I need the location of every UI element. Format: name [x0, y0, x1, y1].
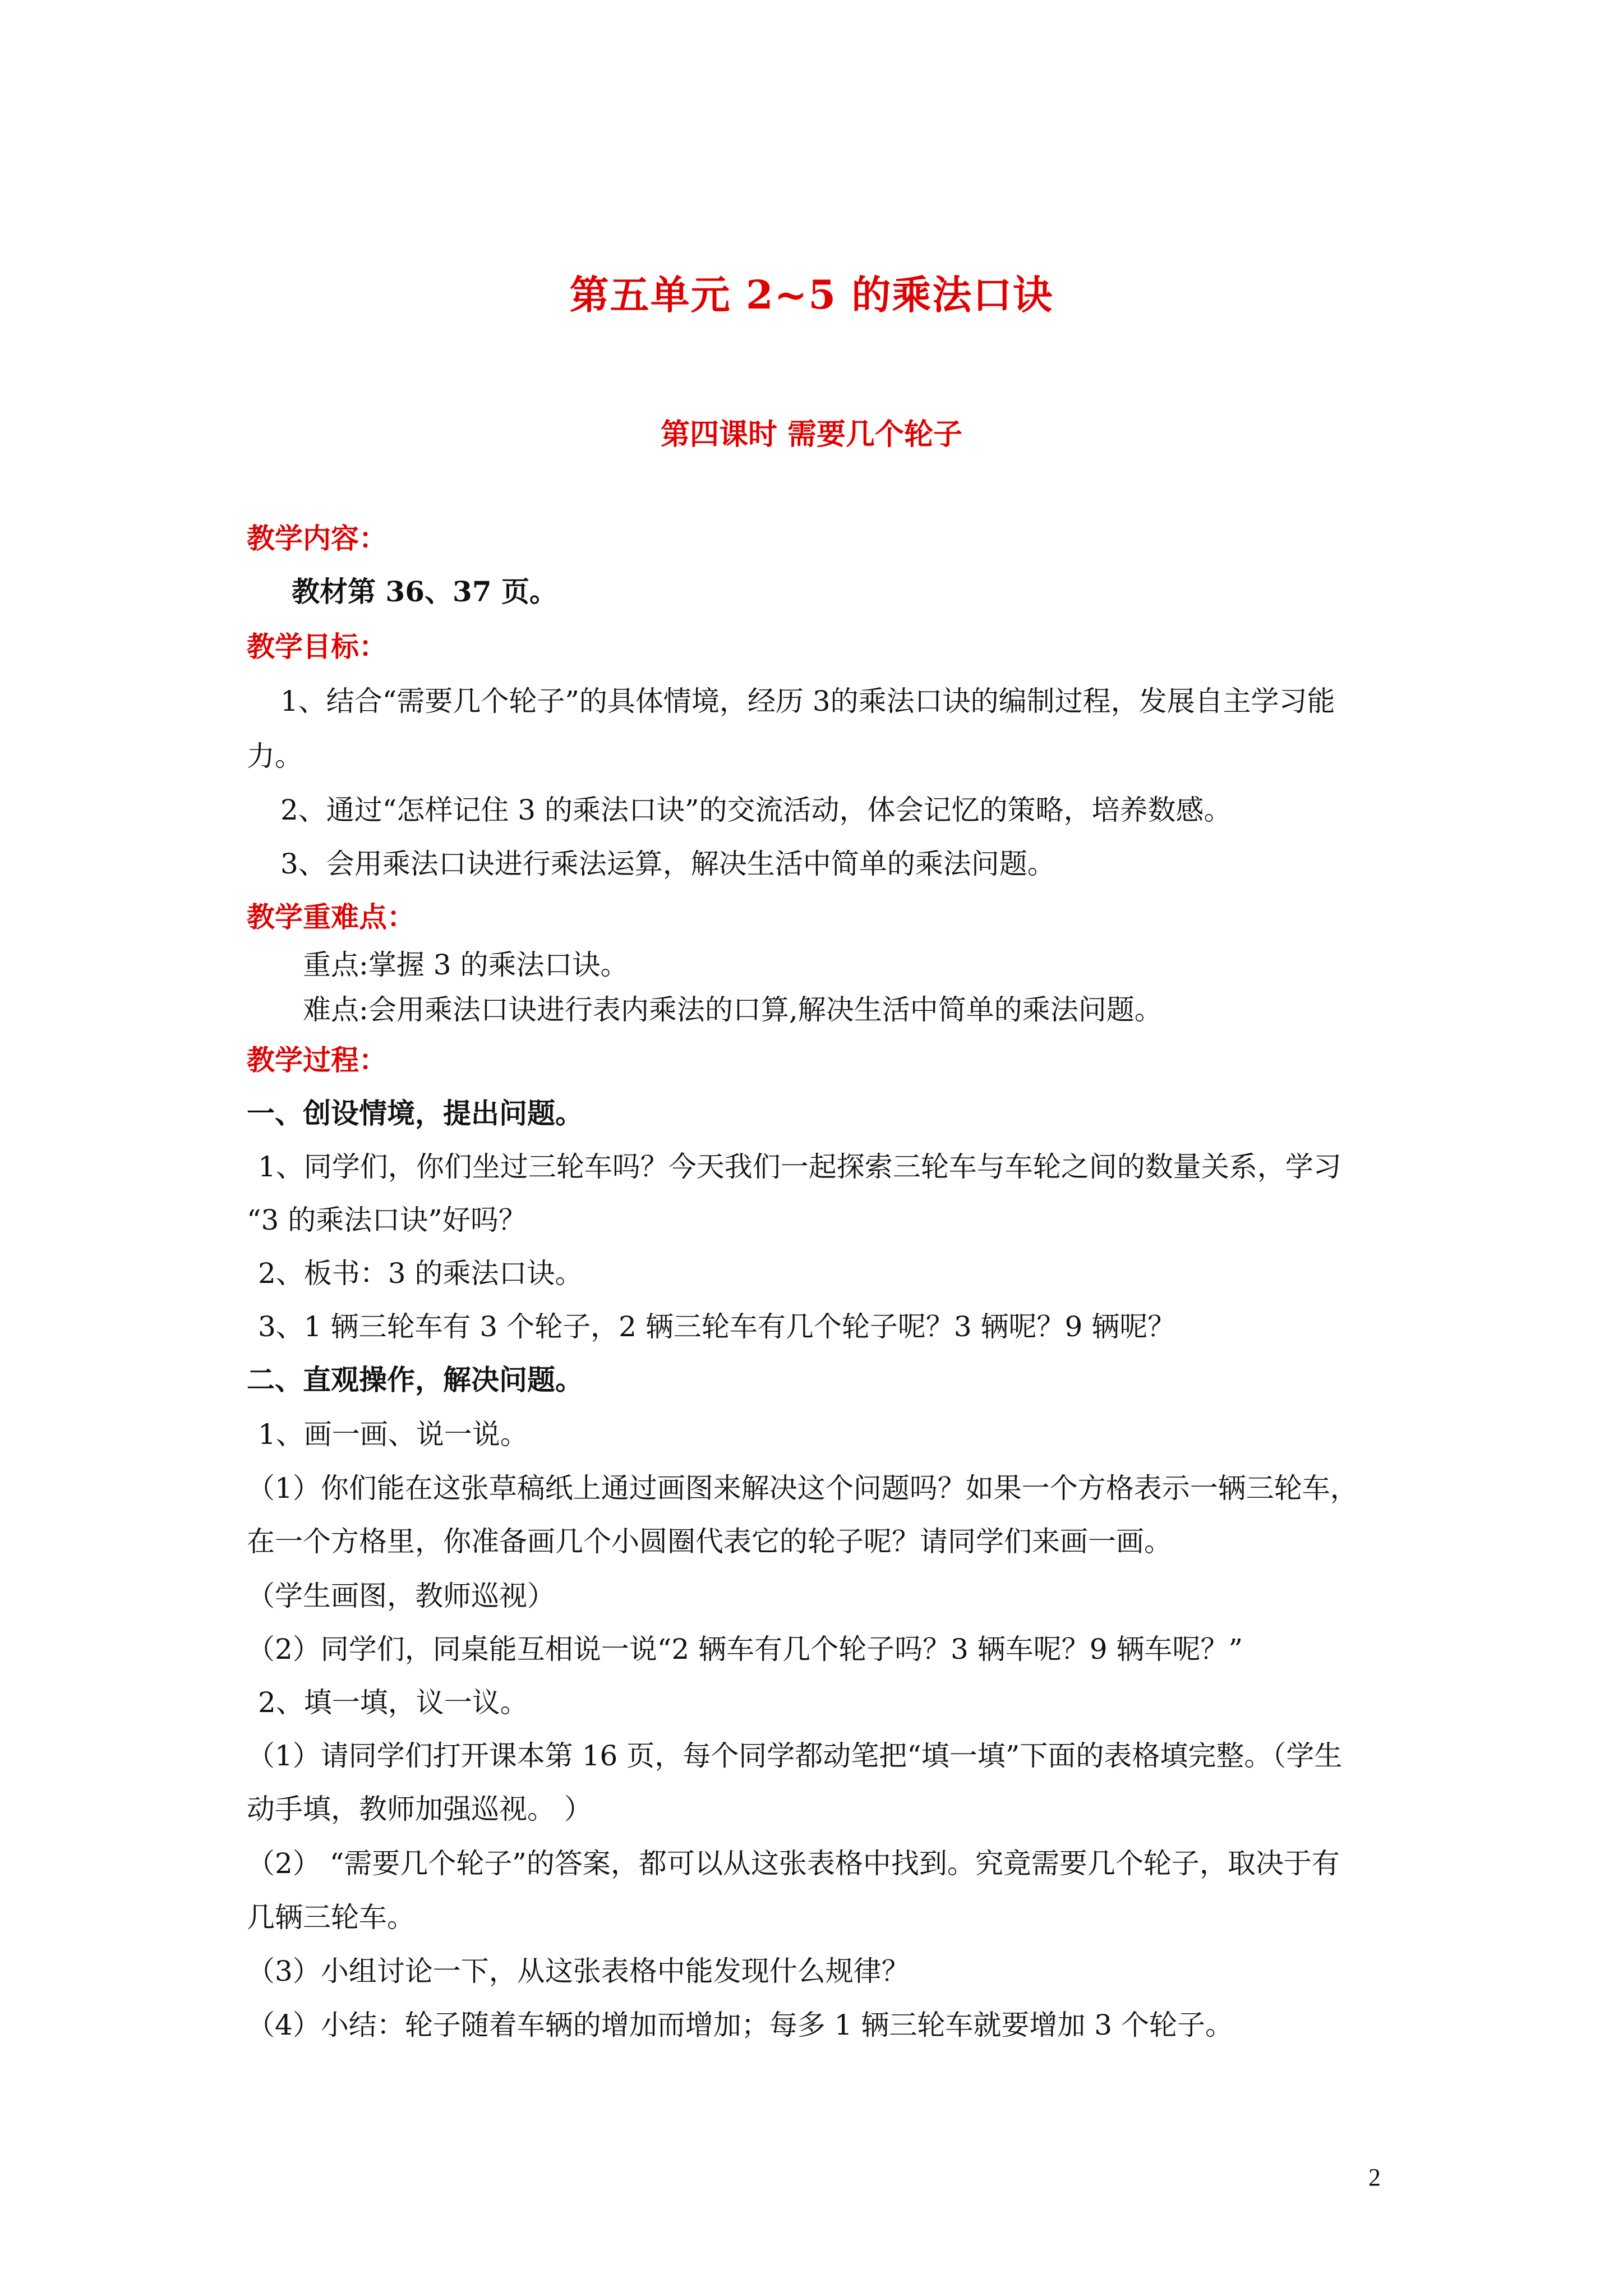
- content-text: 教材第 36、37 页。: [292, 575, 557, 608]
- unit-title: 第五单元 2~5 的乘法口诀: [569, 272, 1054, 318]
- part-2-item-2-1-line-1: （1）请同学们打开课本第 16 页，每个同学都动笔把“填一填”下面的表格填完整。（学生: [247, 1740, 1343, 1772]
- goal-1-line-1: 1、结合“需要几个轮子”的具体情境，经历 3的乘法口诀的编制过程，发展自主学习能: [280, 685, 1335, 717]
- part-1-item-1-line-1: 1、同学们，你们坐过三轮车吗？今天我们一起探索三轮车与车轮之间的数量关系，学习: [258, 1151, 1341, 1183]
- page-number: 2: [1368, 2164, 1381, 2191]
- part-2-item-2-2-line-2: 几辆三轮车。: [247, 1901, 415, 1934]
- process-label: 教学过程：: [247, 1043, 387, 1076]
- part-2-item-2-2-line-1: （2） “需要几个轮子”的答案，都可以从这张表格中找到。究竟需要几个轮子，取决于有: [247, 1847, 1340, 1880]
- goal-2: 2、通过“怎样记住 3 的乘法口诀”的交流活动，体会记忆的策略，培养数感。: [280, 794, 1232, 826]
- key-label: 教学重难点：: [247, 900, 415, 933]
- goal-3: 3、会用乘法口诀进行乘法运算，解决生活中简单的乘法问题。: [280, 848, 1055, 880]
- goals-label: 教学目标：: [247, 630, 387, 663]
- part-2-item-1-1-line-1: （1）你们能在这张草稿纸上通过画图来解决这个问题吗？如果一个方格表示一辆三轮车，: [247, 1472, 1358, 1504]
- part-1-item-2: 2、板书：3 的乘法口诀。: [258, 1257, 583, 1290]
- part-1-item-3: 3、1 辆三轮车有 3 个轮子，2 辆三轮车有几个轮子呢？3 辆呢？9 辆呢？: [258, 1310, 1176, 1343]
- part-2-item-2: 2、填一填，议一议。: [258, 1686, 528, 1719]
- part-2-item-2-4: （4）小结：轮子随着车辆的增加而增加；每多 1 辆三轮车就要增加 3 个轮子。: [247, 2009, 1234, 2041]
- goal-1-line-2: 力。: [247, 740, 303, 772]
- part-2-item-1: 1、画一画、说一说。: [258, 1418, 528, 1451]
- part-1-title: 一、创设情境，提出问题。: [247, 1097, 583, 1130]
- part-2-item-2-1-line-2: 动手填，教师加强巡视。 ）: [247, 1793, 592, 1825]
- part-2-title: 二、直观操作，解决问题。: [247, 1363, 583, 1396]
- part-2-item-1-note: （学生画图，教师巡视）: [247, 1580, 555, 1612]
- part-2-item-2-3: （3）小组讨论一下，从这张表格中能发现什么规律？: [247, 1955, 910, 1987]
- part-1-item-1-line-2: “3 的乘法口诀”好吗？: [247, 1204, 527, 1236]
- difficult-point: 难点:会用乘法口诀进行表内乘法的口算,解决生活中简单的乘法问题。: [303, 993, 1163, 1026]
- part-2-item-1-2: （2）同学们，同桌能互相说一说“2 辆车有几个轮子吗？3 辆车呢？9 辆车呢？”: [247, 1633, 1243, 1665]
- content-label: 教学内容：: [247, 522, 387, 555]
- lesson-subtitle: 第四课时 需要几个轮子: [660, 417, 963, 452]
- part-2-item-1-1-line-2: 在一个方格里，你准备画几个小圆圈代表它的轮子呢？请同学们来画一画。: [247, 1525, 1172, 1558]
- key-point: 重点:掌握 3 的乘法口诀。: [303, 949, 629, 981]
